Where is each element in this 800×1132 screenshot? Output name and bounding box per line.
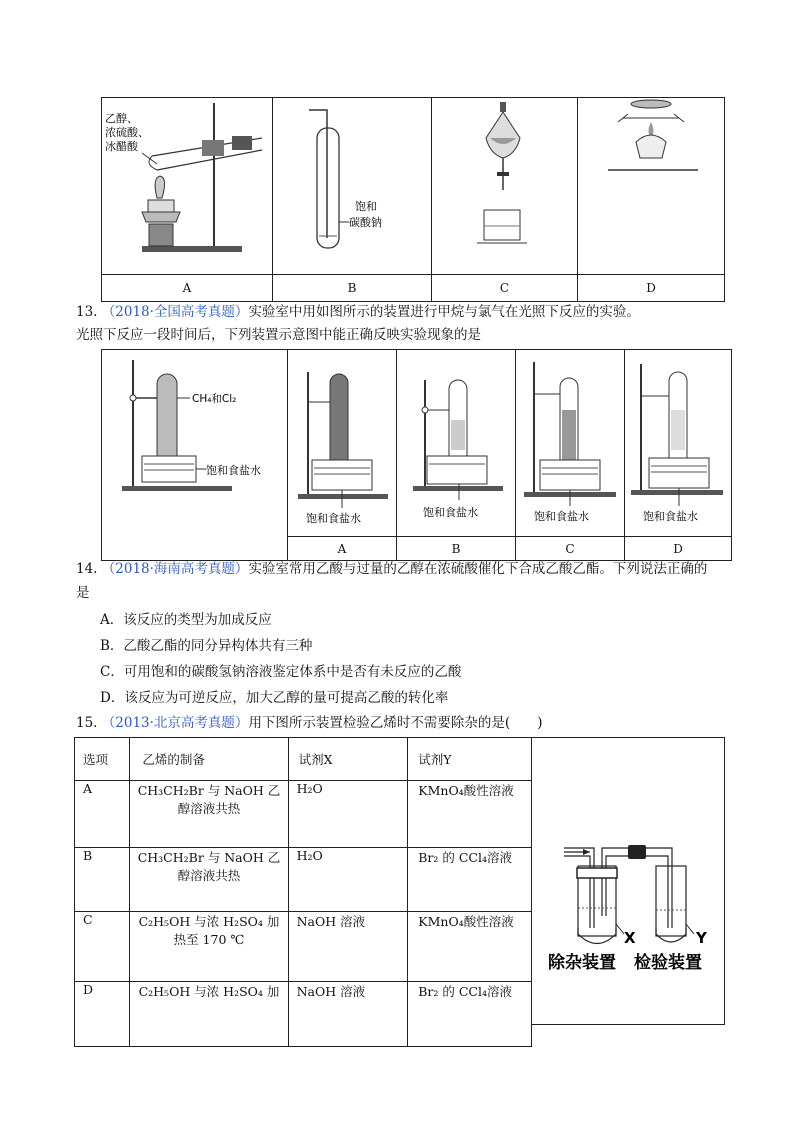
- q15-number: 15.: [76, 715, 98, 731]
- q13-text-1: 实验室中用如图所示的装置进行甲烷与氯气在光照下反应的实验。: [248, 304, 640, 320]
- q14-option-c[interactable]: C．可用饱和的碳酸氢钠溶液鉴定体系中是否有未反应的乙酸: [100, 664, 462, 680]
- q14-line-1: [76, 559, 707, 579]
- q15-prep-line: 醇溶液共热: [177, 801, 241, 816]
- q14-text-1: 实验室常用乙酸与过量的乙醇在浓硫酸催化下合成乙酸乙酯。下列说法正确的: [248, 561, 708, 577]
- q15-header-y: 试剂Y: [408, 738, 532, 781]
- q12-b-label-1: 饱和: [355, 200, 377, 213]
- q15-row-prep: [130, 848, 288, 912]
- q13-gas-label: CH₄和Cl₂: [192, 393, 237, 405]
- q13-option-b-figure: [397, 350, 516, 537]
- q14-source: （2018·海南高考真题）: [101, 561, 249, 577]
- q15-row-option: D: [75, 982, 130, 1047]
- q12-figure-d: [578, 98, 725, 275]
- q14-text-2: 是: [76, 585, 90, 601]
- q12-figure-b: [273, 98, 432, 275]
- q15-row-prep: [130, 781, 288, 848]
- q13-label-d: D: [625, 537, 732, 561]
- q15-prep-line: 热至 170 ℃: [173, 932, 245, 947]
- q12-a-label-2: 浓硫酸、: [105, 126, 149, 139]
- q15-row-prep: [130, 912, 288, 982]
- q15-row-y: KMnO₄酸性溶液: [408, 781, 532, 848]
- q15-fig-x-label: X: [624, 929, 636, 947]
- q15-prep-line: 醇溶液共热: [177, 868, 241, 883]
- q13-text-2: 光照下反应一段时间后，下列装置示意图中能正确反映实验现象的是: [76, 327, 481, 343]
- q12-a-label-1: 乙醇、: [105, 112, 138, 125]
- q15-fig-label-test: 检验装置: [634, 953, 702, 973]
- q12-label-b: B: [273, 275, 432, 302]
- q15-source: （2013·北京高考真题）: [101, 715, 249, 731]
- q15-row-b[interactable]: [75, 848, 532, 912]
- q15-header-option: 选项: [75, 738, 130, 781]
- q13-figure-table: [101, 349, 732, 561]
- q15-row-x: NaOH 溶液: [288, 982, 408, 1047]
- q15-row-x: H₂O: [288, 848, 408, 912]
- q15-text: 用下图所示装置检验乙烯时不需要除杂的是( ): [248, 715, 543, 731]
- q13-d-brine-label: 饱和食盐水: [643, 510, 698, 523]
- q13-setup-figure: [102, 350, 288, 561]
- q12-b-label-2: 碳酸钠: [349, 216, 382, 229]
- q13-source: （2018·全国高考真题）: [101, 304, 249, 320]
- q15-row-prep: [130, 982, 288, 1047]
- q15-fig-y-label: Y: [696, 929, 707, 947]
- q15-row-a[interactable]: [75, 781, 532, 848]
- q12-figure-a: [102, 98, 273, 275]
- q12-label-c: C: [432, 275, 578, 302]
- q15-line-1: [76, 713, 542, 733]
- q13-label-b: B: [397, 537, 516, 561]
- q15-prep-line: C₂H₅OH 与浓 H₂SO₄ 加: [138, 984, 280, 999]
- q13-number: 13.: [76, 304, 98, 320]
- q15-row-c[interactable]: [75, 912, 532, 982]
- q14-option-b[interactable]: B．乙酸乙酯的同分异构体共有三种: [100, 638, 313, 654]
- q15-row-option: C: [75, 912, 130, 982]
- q15-prep-line: CH₃CH₂Br 与 NaOH 乙: [137, 850, 281, 865]
- q13-setup-brine-label: 饱和食盐水: [206, 464, 261, 477]
- q12-figure-c: [432, 98, 578, 275]
- q15-row-x: H₂O: [288, 781, 408, 848]
- q14-option-a[interactable]: A．该反应的类型为加成反应: [100, 612, 272, 628]
- q13-b-brine-label: 饱和食盐水: [423, 506, 478, 519]
- q13-line-1: [76, 302, 640, 322]
- q15-header-prep: 乙烯的制备: [130, 738, 288, 781]
- q12-figure-table: [101, 97, 725, 302]
- q15-row-option: A: [75, 781, 130, 848]
- q15-table: [74, 737, 532, 1047]
- q15-fig-label-purify: 除杂装置: [548, 953, 616, 973]
- q13-option-d-figure: [625, 350, 732, 537]
- q12-label-a: A: [102, 275, 273, 302]
- q15-row-y: Br₂ 的 CCl₄溶液: [408, 982, 532, 1047]
- q15-apparatus-figure: [531, 737, 725, 1025]
- q15-row-y: Br₂ 的 CCl₄溶液: [408, 848, 532, 912]
- q15-row-option: B: [75, 848, 130, 912]
- q15-row-x: NaOH 溶液: [288, 912, 408, 982]
- q14-number: 14.: [76, 561, 98, 577]
- q14-option-d[interactable]: D．该反应为可逆反应，加大乙醇的量可提高乙酸的转化率: [100, 690, 449, 706]
- q13-label-c: C: [516, 537, 625, 561]
- q13-c-brine-label: 饱和食盐水: [534, 510, 589, 523]
- q13-option-a-figure: [288, 350, 397, 537]
- q13-label-a: A: [288, 537, 397, 561]
- q15-prep-line: C₂H₅OH 与浓 H₂SO₄ 加: [138, 914, 280, 929]
- q12-a-label-3: 冰醋酸: [105, 140, 138, 153]
- q12-label-d: D: [578, 275, 725, 302]
- q15-row-d[interactable]: [75, 982, 532, 1047]
- q13-option-c-figure: [516, 350, 625, 537]
- q13-a-brine-label: 饱和食盐水: [306, 512, 361, 525]
- q15-header-x: 试剂X: [288, 738, 408, 781]
- q15-row-y: KMnO₄酸性溶液: [408, 912, 532, 982]
- q15-prep-line: CH₃CH₂Br 与 NaOH 乙: [137, 783, 281, 798]
